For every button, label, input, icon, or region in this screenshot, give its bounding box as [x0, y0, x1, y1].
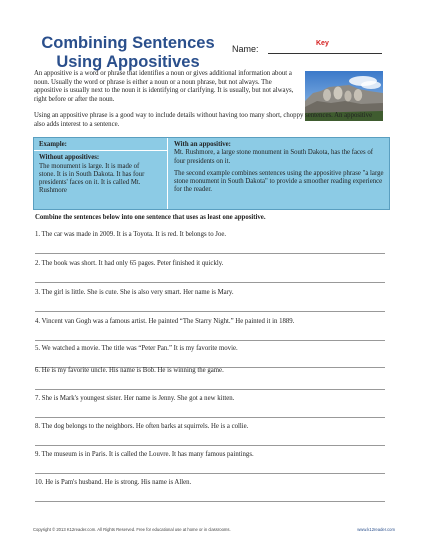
question-4: [35, 318, 385, 326]
question-text: 3. The girl is little. She is cute. She is also very smart. Her name is Mary.: [35, 289, 234, 296]
question-text: 1. The car was made in 2009. It is a Toyota. It is red. It belongs to Joe.: [35, 231, 227, 238]
question-text: 5. We watched a movie. The title was “Peter Pan.” It is my favorite movie.: [35, 345, 238, 352]
question-1: [35, 231, 385, 239]
without-appositives-label: Without appositives:: [39, 154, 100, 162]
question-9: [35, 451, 385, 459]
name-label: Name:: [232, 44, 259, 54]
question-8: [35, 423, 385, 431]
name-field: [232, 40, 392, 56]
name-line: [268, 53, 382, 54]
title-line-2: Using Appositives: [56, 53, 200, 71]
answer-line[interactable]: [35, 417, 385, 418]
footer: [33, 527, 395, 535]
answer-line[interactable]: [35, 389, 385, 390]
question-text: 4. Vincent van Gogh was a famous artist. He painted “The Starry Night.” He painted it in 1889.: [35, 318, 295, 325]
copyright-text: Copyright © 2013 K12reader.com. All Rights Reserved. Free for educational use at home or in classrooms.: [33, 527, 231, 532]
without-appositives-text: The monument is large. It is made of stone. It is in South Dakota. It has four presidents' faces on it. It is called Mt. Rushmore: [39, 162, 145, 195]
question-7: [35, 395, 385, 403]
example-right: [174, 141, 384, 195]
question-text: 6. He is my favorite uncle. His name is Bob. He is winning the game.: [35, 367, 224, 374]
answer-line[interactable]: [35, 340, 385, 341]
name-key: Key: [316, 40, 329, 47]
answer-line[interactable]: [35, 473, 385, 474]
question-2: [35, 260, 385, 268]
with-appositive-text: Mt. Rushmore, a large stone monument in South Dakota, has the faces of four presidents on it.: [174, 149, 374, 165]
answer-line[interactable]: [35, 311, 385, 312]
instructions: Combine the sentences below into one sentence that uses as least one appositive.: [35, 214, 266, 221]
question-3: [35, 289, 385, 297]
answer-line[interactable]: [35, 282, 385, 283]
example-box: [33, 137, 390, 210]
question-5: [35, 345, 385, 353]
answer-line[interactable]: [35, 501, 385, 502]
intro-paragraph-1: An appositive is a word or phrase that identifies a noun or gives additional information about a noun. Usually the word or phrase is either a noun or a noun phrase, but not always. The appositive is usually next to the noun it is identifying or clarifying. It is usually, but not always, right before or after the noun.: [34, 70, 294, 103]
example-separator: [167, 138, 168, 209]
question-text: 8. The dog belongs to the neighbors. He often barks at squirrels. He is a collie.: [35, 423, 249, 430]
question-text: 10. He is Pam's husband. He is strong. His name is Allen.: [35, 479, 192, 486]
question-text: 9. The museum is in Paris. It is called the Louvre. It has many famous paintings.: [35, 451, 254, 458]
question-6: [35, 367, 385, 375]
site-link[interactable]: www.k12reader.com: [357, 527, 395, 532]
example-heading: Example:: [39, 141, 67, 148]
question-10: [35, 479, 385, 487]
intro-paragraph-2: Using an appositive phrase is a good way to include details without having too many short, choppy sentences. An appositive also adds interest to a sentence.: [34, 112, 373, 128]
worksheet-title: [28, 34, 228, 72]
answer-line[interactable]: [35, 253, 385, 254]
question-text: 2. The book was short. It had only 65 pages. Peter finished it quickly.: [35, 260, 224, 267]
example-left: [39, 141, 157, 196]
example-explanation: The second example combines sentences using the appositive phrase "a large stone monument in South Dakota" to provide a smoother reading experience for the reader.: [174, 169, 384, 194]
title-line-1: Combining Sentences: [41, 34, 215, 52]
with-appositive-label: With an appositive:: [174, 141, 231, 148]
question-text: 7. She is Mark's youngest sister. Her name is Jenny. She got a new kitten.: [35, 395, 235, 402]
answer-line[interactable]: [35, 445, 385, 446]
